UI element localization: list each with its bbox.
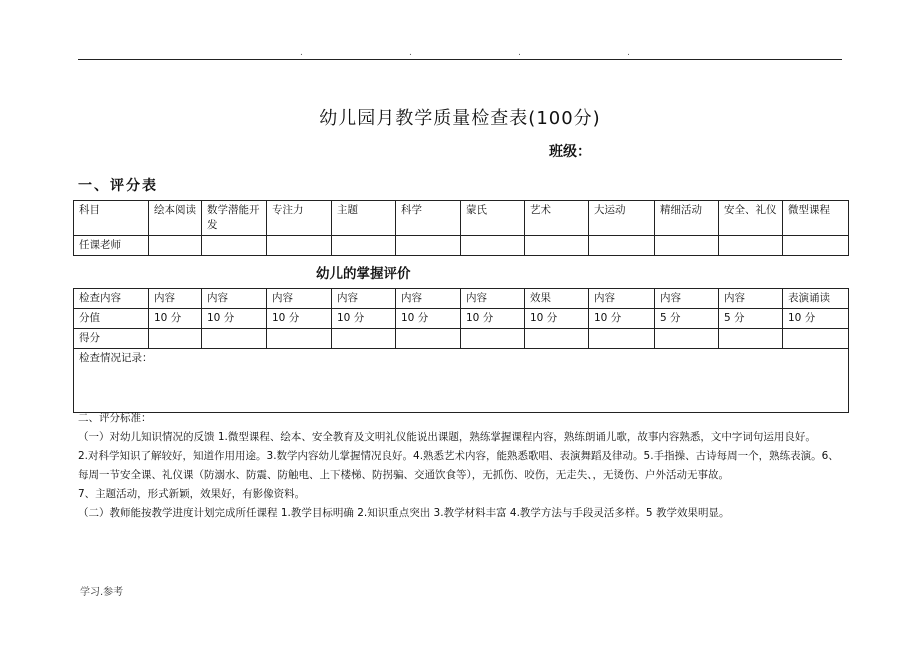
table-cell: 科目 <box>74 201 149 236</box>
table-cell[interactable] <box>461 329 525 349</box>
notes-row <box>74 349 849 413</box>
table-cell[interactable] <box>655 329 719 349</box>
table-cell: 10 分 <box>396 309 461 329</box>
table-cell: 10 分 <box>149 309 202 329</box>
table-cell: 5 分 <box>719 309 783 329</box>
header-dot: . <box>409 48 412 58</box>
criteria-line: 7、主题活动，形式新颖，效果好，有影像资料。 <box>78 488 306 500</box>
table-cell: 10 分 <box>267 309 332 329</box>
table-cell: 微型课程 <box>783 201 849 236</box>
page-title: 幼儿园月教学质量检查表(100分) <box>319 108 601 129</box>
mastery-points-row <box>74 309 849 329</box>
table-cell: 安全、礼仪 <box>719 201 783 236</box>
header-dot: . <box>300 48 303 58</box>
table-cell: 10 分 <box>783 309 849 329</box>
table-cell[interactable] <box>149 329 202 349</box>
header-rule <box>78 59 842 60</box>
criteria-section <box>78 409 848 523</box>
table-cell: 10 分 <box>461 309 525 329</box>
table-cell: 内容 <box>149 289 202 309</box>
table-cell: 内容 <box>719 289 783 309</box>
table-cell[interactable] <box>783 329 849 349</box>
table-cell[interactable] <box>525 329 589 349</box>
table-cell[interactable] <box>719 329 783 349</box>
table-cell: 科学 <box>396 201 461 236</box>
header-dot: . <box>627 48 630 58</box>
table-cell[interactable] <box>655 236 719 256</box>
table-cell: 5 分 <box>655 309 719 329</box>
table-cell[interactable] <box>332 236 396 256</box>
table-cell: 主题 <box>332 201 396 236</box>
table-cell[interactable] <box>396 236 461 256</box>
mastery-title: 幼儿的掌握评价 <box>316 266 411 282</box>
footer-text: 学习.参考 <box>80 587 124 598</box>
table-cell: 内容 <box>332 289 396 309</box>
table-cell: 10 分 <box>589 309 655 329</box>
score-table <box>73 200 849 256</box>
table-cell: 精细活动 <box>655 201 719 236</box>
table-cell[interactable] <box>202 329 267 349</box>
table-cell: 10 分 <box>332 309 396 329</box>
table-cell[interactable] <box>332 329 396 349</box>
table-cell[interactable] <box>589 329 655 349</box>
table-cell: 分值 <box>74 309 149 329</box>
table-cell[interactable] <box>783 236 849 256</box>
table-cell: 任课老师 <box>74 236 149 256</box>
class-label: 班级： <box>549 144 591 160</box>
table-cell: 内容 <box>655 289 719 309</box>
criteria-line: 2.对科学知识了解较好，知道作用用途。3.数学内容幼儿掌握情况良好。4.熟悉艺术内容，能熟悉歌唱、表演舞蹈及律动。5.手指操、古诗每周一个，熟练表演。6、每周一节安全课、礼仪课（防溺水、防震、防触电、上下楼梯、防拐骗、交通饮食等），无抓伤、咬伤，无走失、，无烫伤、户外活动无事故。 <box>78 450 839 481</box>
table-cell: 10 分 <box>525 309 589 329</box>
table-cell: 内容 <box>589 289 655 309</box>
mastery-content-row <box>74 289 849 309</box>
table-cell[interactable] <box>267 236 332 256</box>
mastery-score-row <box>74 329 849 349</box>
table-cell: 专注力 <box>267 201 332 236</box>
criteria-heading: 二、评分标准： <box>78 412 152 424</box>
table-cell: 蒙氏 <box>461 201 525 236</box>
table-cell[interactable] <box>202 236 267 256</box>
header-dots <box>300 48 630 58</box>
mastery-table <box>73 288 849 413</box>
header-dot: . <box>518 48 521 58</box>
section-heading-score: 一、评分表 <box>78 178 158 194</box>
table-cell[interactable] <box>589 236 655 256</box>
criteria-line: （一）对幼儿知识情况的反馈 1.微型课程、绘本、安全教育及文明礼仪能说出课题，熟练掌握课程内容，熟练朗诵儿歌，故事内容熟悉，文中字词句运用良好。 <box>78 431 816 443</box>
criteria-line: （二）教师能按教学进度计划完成所任课程 1.教学目标明确 2.知识重点突出 3.教学材料丰富 4.教学方法与手段灵活多样。5 教学效果明显。 <box>78 507 730 519</box>
table-cell: 内容 <box>461 289 525 309</box>
table-cell: 绘本阅读 <box>149 201 202 236</box>
table-cell[interactable] <box>149 236 202 256</box>
table-cell: 表演诵读 <box>783 289 849 309</box>
score-header-row <box>74 201 849 236</box>
table-cell: 检查内容 <box>74 289 149 309</box>
table-cell: 大运动 <box>589 201 655 236</box>
table-cell: 数学潜能开发 <box>202 201 267 236</box>
table-cell[interactable] <box>396 329 461 349</box>
table-cell[interactable] <box>461 236 525 256</box>
table-cell: 内容 <box>396 289 461 309</box>
notes-cell[interactable]: 检查情况记录： <box>74 349 849 413</box>
table-cell: 内容 <box>202 289 267 309</box>
table-cell: 内容 <box>267 289 332 309</box>
table-cell: 艺术 <box>525 201 589 236</box>
teacher-row <box>74 236 849 256</box>
table-cell: 效果 <box>525 289 589 309</box>
table-cell[interactable] <box>525 236 589 256</box>
table-cell: 得分 <box>74 329 149 349</box>
table-cell[interactable] <box>719 236 783 256</box>
table-cell[interactable] <box>267 329 332 349</box>
table-cell: 10 分 <box>202 309 267 329</box>
